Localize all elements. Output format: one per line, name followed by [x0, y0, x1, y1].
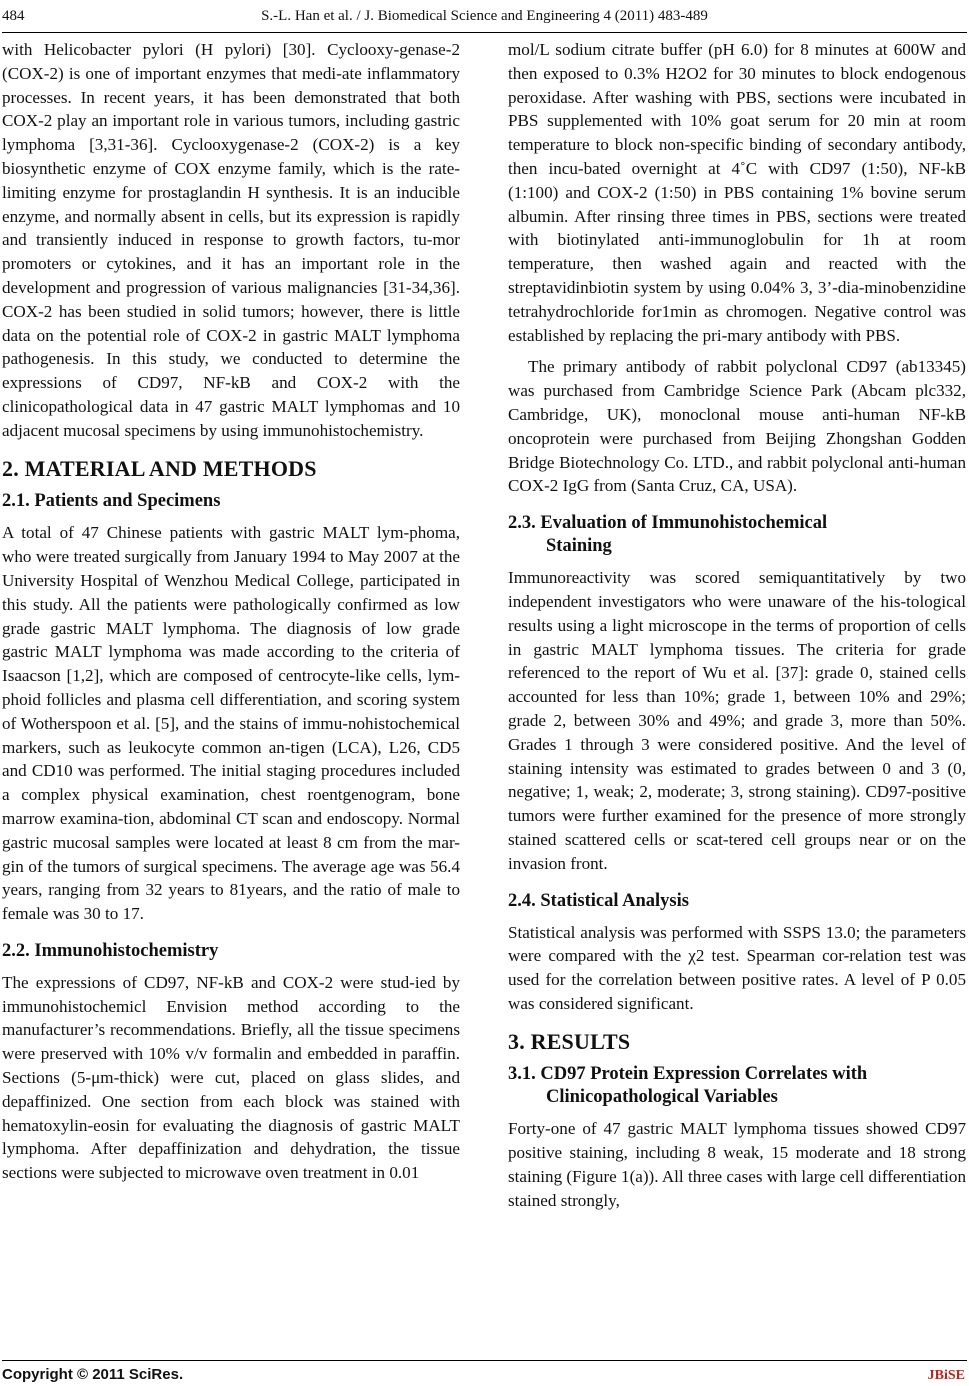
- right-column: [508, 38, 966, 1213]
- paragraph-immunohistochemistry: The expressions of CD97, NF-kB and COX-2 were stud-ied by immunohistochemicl Envision method according to the manufacturer’s recommendations. Briefly, all the tissue specimens were preserved with 10% v/v formalin and embedded in paraffin. Sections (5-μm-thick) were cut, placed on glass slides, and depaffinized. One section from each block was stained with hematoxylin-eosin for evaluating the diagnosis of gastric MALT lymphoma. After depaffinization and dehydration, the tissue sections were subjected to microwave oven treatment in 0.01: [2, 972, 460, 1183]
- subsection-heading-2-3: [508, 512, 966, 558]
- subsection-heading-2-3-line1: 2.3. Evaluation of Immunohistochemical: [508, 513, 828, 534]
- header-rule: [2, 32, 967, 33]
- subsection-heading-2-4: 2.4. Statistical Analysis: [508, 890, 689, 911]
- section-heading-methods: 2. MATERIAL AND METHODS: [2, 455, 317, 481]
- paragraph-ihc-continued: mol/L sodium citrate buffer (pH 6.0) for 8 minutes at 600W and then exposed to 0.3% H2O2 for 30 minutes to block endogenous peroxidase. After washing with PBS, sections were incubated in PBS supplemented with 10% goat serum for 20 min at room temperature to block non-specific binding of secondary antibody, then incu-bated overnight at 4˚C with CD97 (1:50), NF-kB (1:100) and COX-2 (1:50) in PBS containing 1% bovine serum albumin. After rinsing three times in PBS, sections were treated with biotinylated anti-immunoglobulin for 1h at room temperature, then washed again and reacted with the streptavidinbiotin system by using 0.04% 3, 3’-dia-minobenzidine tetrahydrochloride for1min as chromogen. Negative control was established by replacing the pri-mary antibody with PBS.: [508, 40, 966, 345]
- running-title: S.-L. Han et al. / J. Biomedical Science and Engineering 4 (2011) 483-489: [261, 8, 708, 24]
- subsection-heading-3-1-line2: Clinicopathological Variables: [546, 1087, 778, 1108]
- page-header: [0, 8, 969, 30]
- footer-rule: [2, 1360, 967, 1361]
- paragraph-antibody-sources: The primary antibody of rabbit polyclonal CD97 (ab13345) was purchased from Cambridge Science Park (Abcam plc332, Cambridge, UK), monoclonal mouse anti-human NF-kB oncoprotein were purchased from Beijing Zhongshan Godden Bridge Biotechnology Co. LTD., and rabbit polyclonal anti-human COX-2 IgG from (Santa Cruz, CA, USA).: [508, 357, 966, 496]
- copyright-notice: Copyright © 2011 SciRes.: [2, 1366, 184, 1383]
- paragraph-patients-specimens: A total of 47 Chinese patients with gastric MALT lym-phoma, who were treated surgically from January 1994 to May 2007 at the University Hospital of Wenzhou Medical College, participated in this study. All the patients were pathologically confirmed as low grade gastric MALT lymphoma. The diagnosis of low grade gastric MALT lymphoma was made according to the criteria of Isaacson [1,2], which are composed of centrocyte-like cells, lym-phoid follicles and plasma cell differentiation, and scoring system of Wotherspoon et al. [5], and the stains of immu-nohistochemical markers, such as leukocyte common an-tigen (LCA), L26, CD5 and CD10 was performed. The initial staging procedures included a complex physical examination, chest roentgenogram, bone marrow examina-tion, abdominal CT scan and endoscopy. Normal gastric mucosal samples were located at least 8 cm from the mar-gin of the tumors of surgical specimens. The average age was 56.4 years, ranging from 32 years to 81years, and the ratio of male to female was 30 to 17.: [2, 523, 460, 924]
- paragraph-evaluation: Immunoreactivity was scored semiquantitatively by two independent investigators who were unaware of the his-tological results using a light microscope in the terms of proportion of cells in gastric MALT lymphoma tissues. The criteria for grade referenced to the report of Wu et al. [37]: grade 0, stained cells accounted for less than 10%; grade 1, between 10% and 29%; grade 2, between 30% and 49%; and grade 3, more than 50%. Grades 1 through 3 were considered positive. And the level of staining intensity was estimated to grades between 0 and 3 (0, negative; 1, weak; 2, moderate; 3, strong staining). CD97-positive tumors were further examined for the presence of more strongly stained scattered cells or scat-tered cell groups near or on the invasion front.: [508, 568, 966, 873]
- page-footer: [0, 1348, 969, 1386]
- subsection-heading-3-1: [508, 1063, 966, 1109]
- subsection-heading-2-3-line2: Staining: [546, 536, 612, 557]
- paragraph-results-cd97: Forty-one of 47 gastric MALT lymphoma tissues showed CD97 positive staining, including 8 weak, 15 moderate and 18 strong staining (Figure 1(a)). All three cases with large cell differentiation stained strongly,: [508, 1119, 966, 1210]
- subsection-heading-2-1: 2.1. Patients and Specimens: [2, 491, 221, 512]
- page-number: 484: [2, 8, 25, 24]
- paragraph-statistics: Statistical analysis was performed with SSPS 13.0; the parameters were compared with the χ2 test. Spearman cor-relation test was used for the correlation between positive rates. A level of P 0.05 was considered significant.: [508, 922, 966, 1013]
- subsection-heading-2-2: 2.2. Immunohistochemistry: [2, 940, 219, 961]
- intro-paragraph: with Helicobacter pylori (H pylori) [30]. Cyclooxy-genase-2 (COX-2) is one of important enzymes that medi-ate inflammatory processes. In recent years, it has been demonstrated that both COX-2 play an important role in various tumors, including gastric lymphoma [3,31-36]. Cyclooxygenase-2 (COX-2) is a key biosynthetic enzyme of COX enzyme family, which is the rate-limiting enzyme for prostaglandin H synthesis. It is an inducible enzyme, and normally absent in cells, but its expression is rapidly and transiently induced in response to growth factors, tu-mor promoters or cytokines, and it has an important role in the development and progression of various malignancies [31-34,36]. COX-2 has been studied in solid tumors; however, there is little data on the potential role of COX-2 in gastric MALT lymphoma pathogenesis. In this study, we conducted to determine the expressions of CD97, NF-kB and COX-2 with the clinicopathological data in 47 gastric MALT lymphomas and 10 adjacent mucosal specimens by using immunohistochemistry.: [2, 40, 460, 440]
- section-heading-results: 3. RESULTS: [508, 1028, 631, 1054]
- left-column: [2, 38, 460, 1185]
- journal-abbreviation: JBiSE: [927, 1368, 965, 1383]
- subsection-heading-3-1-line1: 3.1. CD97 Protein Expression Correlates with: [508, 1064, 868, 1085]
